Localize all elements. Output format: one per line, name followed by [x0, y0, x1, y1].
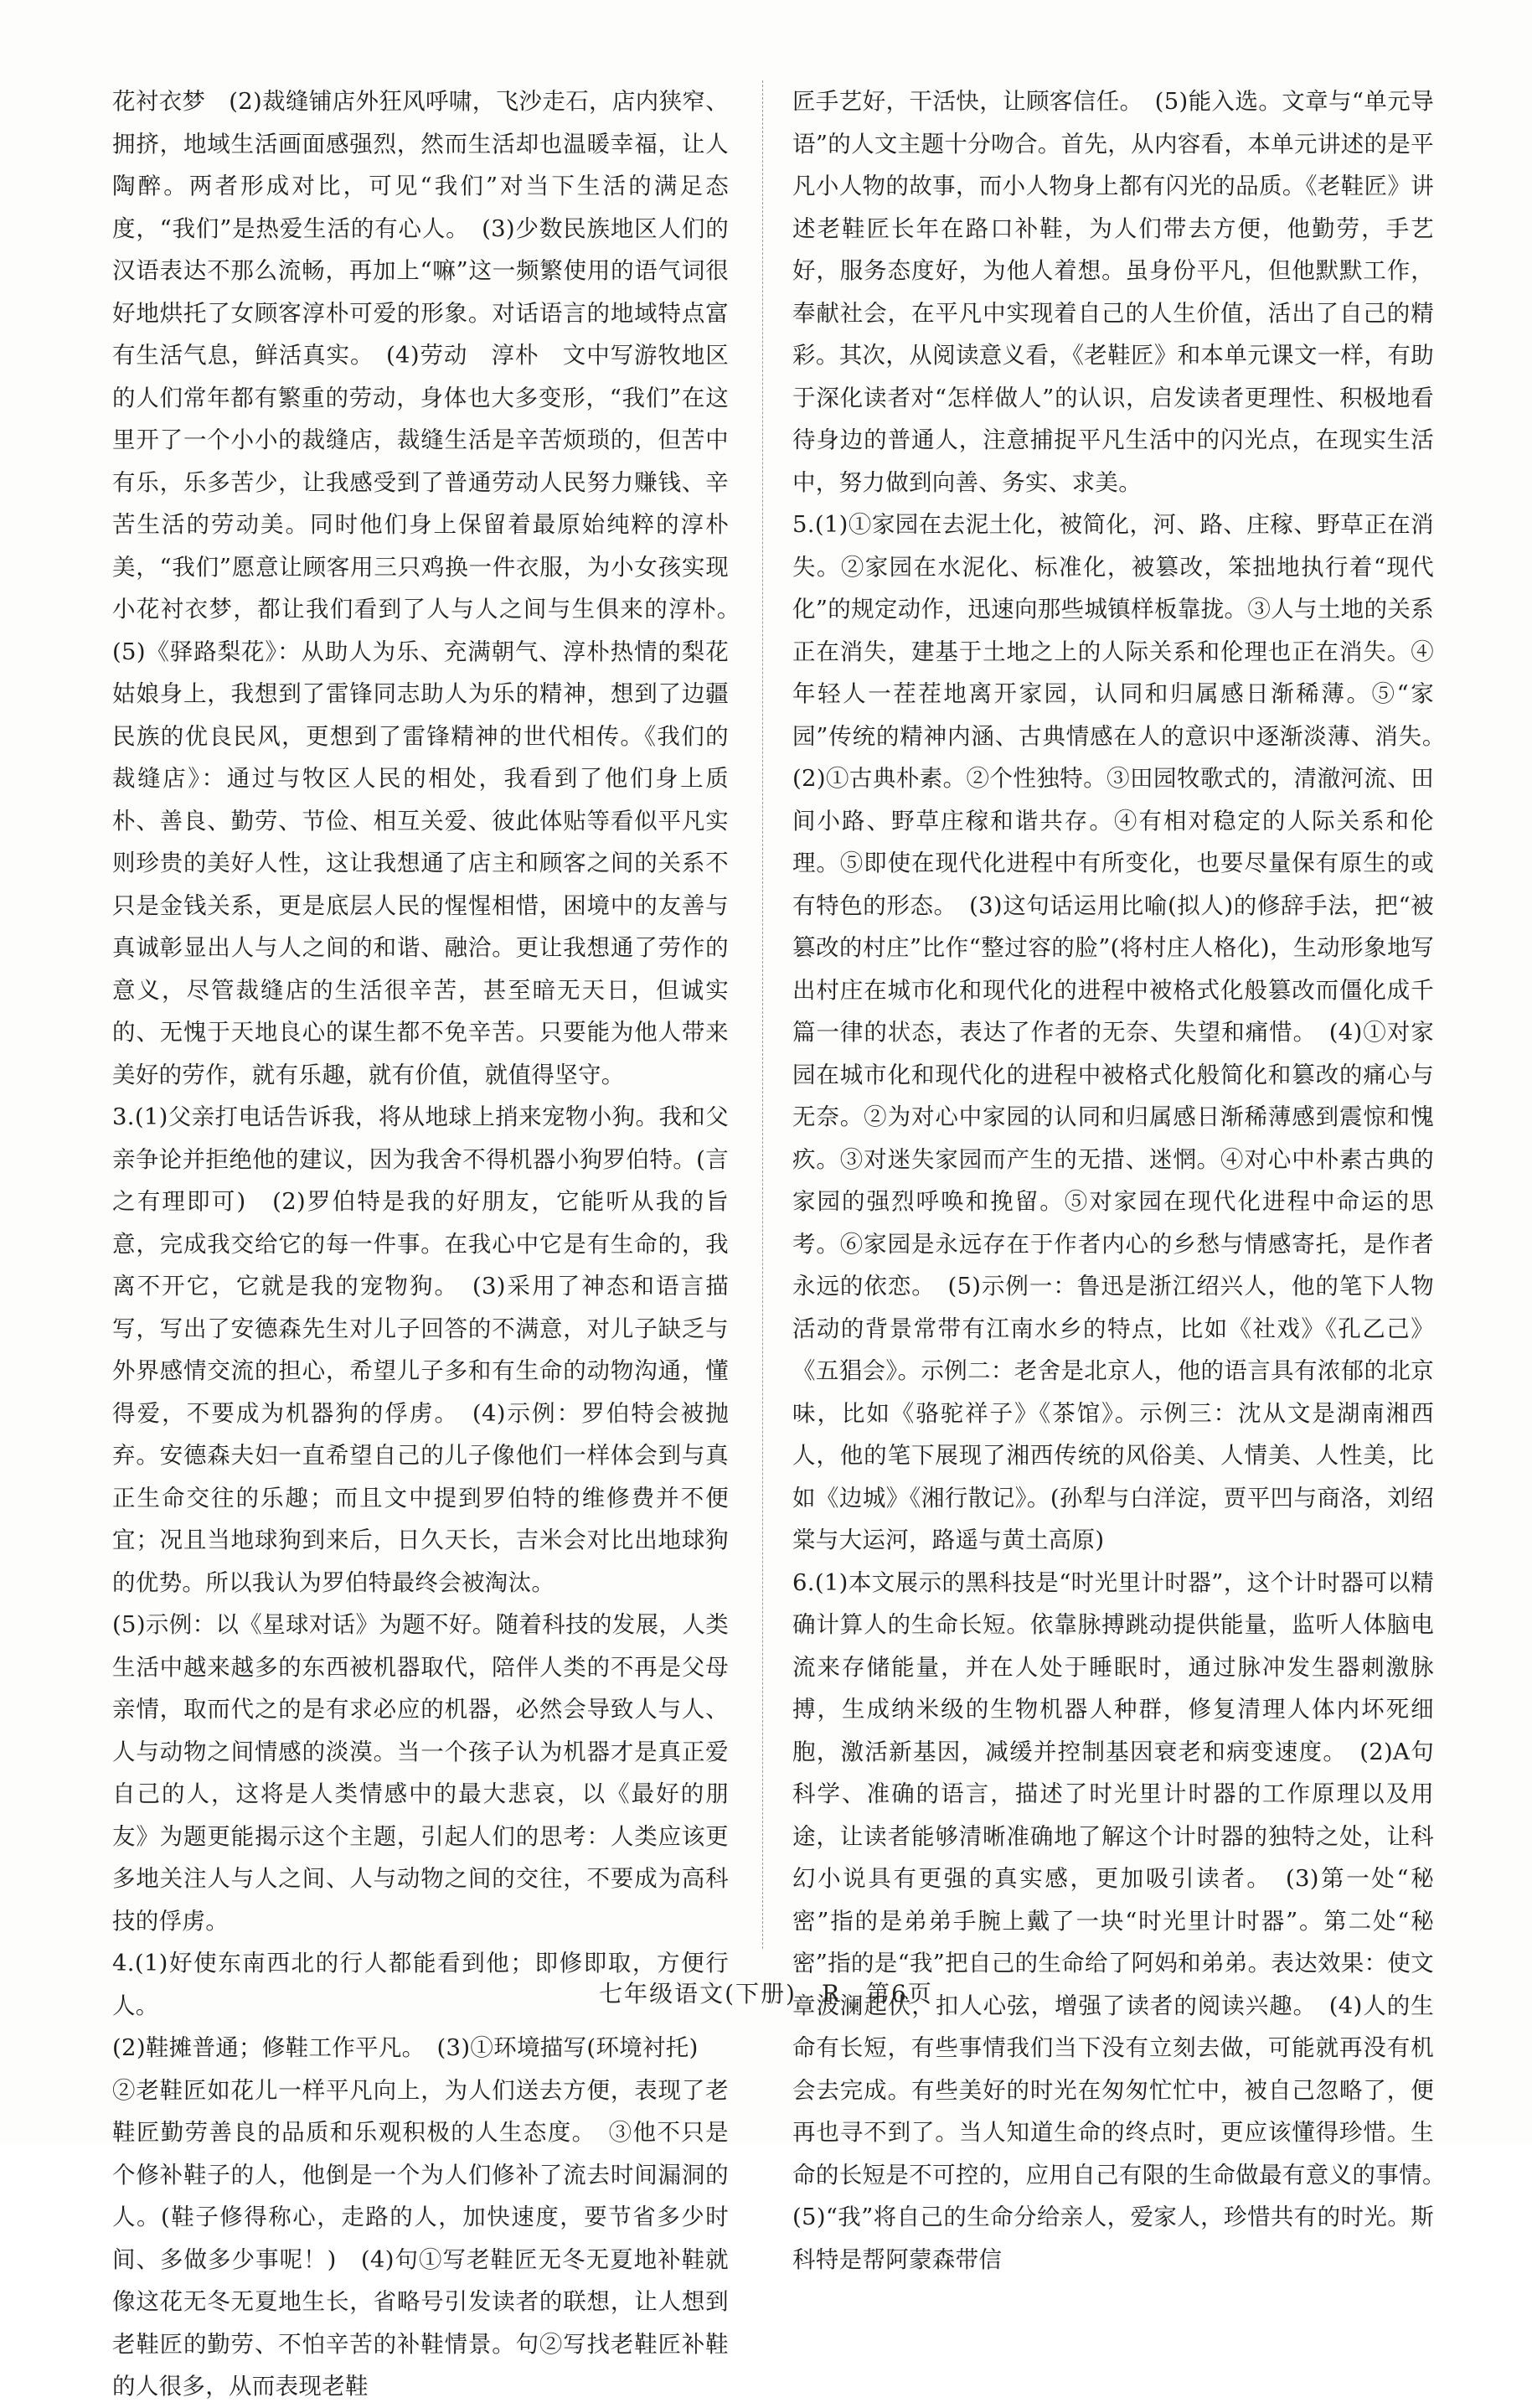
paragraph: 匠手艺好，干活快，让顾客信任。 (5)能入选。文章与“单元导语”的人文主题十分吻合。首先，从内容看，本单元讲述的是平凡小人物的故事，而小人物身上都有闪光的品质。《老鞋匠》讲述老鞋匠长年在路口补鞋，为人们带去方便，他勤劳，手艺好，服务态度好，为他人着想。虽身份平凡，但他默默工作，奉献社会，在平凡中实现着自己的人生价值，活出了自己的精彩。其次，从阅读意义看，《老鞋匠》和本单元课文一样，有助于深化读者对“怎样做人”的认识，启发读者更理性、积极地看待身边的普通人，注意捕捉平凡生活中的闪光点，在现实生活中，努力做到向善、务实、求美。 — [792, 88, 1434, 496]
paragraph: (5)示例：以《星球对话》为题不好。随着科技的发展，人类生活中越来越多的东西被机器取代，陪伴人类的不再是父母亲情，取而代之的是有求必应的机器，必然会导致人与人、人与动物之间情感的淡漠。当一个孩子认为机器才是真正爱自己的人，这将是人类情感中的最大悲哀，以《最好的朋友》为题更能揭示这个主题，引起人们的思考：人类应该更多地关注人与人之间、人与动物之间的交往，不要成为高科技的俘虏。 — [112, 1611, 729, 1935]
paragraph: ②老鞋匠如花儿一样平凡向上，为人们送去方便，表现了老鞋匠勤劳善良的品质和乐观积极的人生态度。 ③他不只是个修补鞋子的人，他倒是一个为人们修补了流去时间漏洞的人。(鞋子修得称心，走路的人，加快速度，要节省多少时间、多做多少事呢！) (4)句①写老鞋匠无冬无夏地补鞋就像这花无冬无夏地生长，省略号引发读者的联想，让人想到老鞋匠的勤劳、不怕辛苦的补鞋情景。句②写找老鞋匠补鞋的人很多，从而表现老鞋 — [112, 2076, 729, 2400]
paragraph: (2)鞋摊普通；修鞋工作平凡。 (3)①环境描写(环境衬托) — [112, 2034, 699, 2061]
paragraph: 5.(1)①家园在去泥土化，被简化，河、路、庄稼、野草正在消失。②家园在水泥化、标准化，被篡改，笨拙地执行着“现代化”的规定动作，迅速向那些城镇样板靠拢。③人与土地的关系正在消失，建基于土地之上的人际关系和伦理也正在消失。④年轻人一茬茬地离开家园，认同和归属感日渐稀薄。⑤“家园”传统的精神内涵、古典情感在人的意识中逐渐淡薄、消失。 (2)①古典朴素。②个性独特。③田园牧歌式的，清澈河流、田间小路、野草庄稼和谐共存。④有相对稳定的人际关系和伦理。⑤即使在现代化进程中有所变化，也要尽量保有原生的或有特色的形态。 (3)这句话运用比喻(拟人)的修辞手法，把“被篡改的村庄”比作“整过容的脸”(将村庄人格化)，生动形象地写出村庄在城市化和现代化的进程中被格式化般篡改而僵化成千篇一律的状态，表达了作者的无奈、失望和痛惜。 (4)①对家园在城市化和现代化的进程中被格式化般简化和篡改的痛心与无奈。②为对心中家园的认同和归属感日渐稀薄感到震惊和愧疚。③对迷失家园而产生的无措、迷惘。④对心中朴素古典的家园的强烈呼唤和挽留。⑤对家园在现代化进程中命运的思考。⑥家园是永远存在于作者内心的乡愁与情感寄托，是作者永远的依恋。 (5)示例一：鲁迅是浙江绍兴人，他的笔下人物活动的背景常带有江南水乡的特点，比如《社戏》《孔乙己》《五猖会》。示例二：老舍是北京人，他的语言具有浓郁的北京味，比如《骆驼祥子》《茶馆》。示例三：沈从文是湖南湘西人，他的笔下展现了湘西传统的风俗美、人情美、人性美，比如《边城》《湘行散记》。(孙犁与白洋淀，贾平凹与商洛，刘绍棠与大运河，路遥与黄土高原) — [792, 511, 1457, 1553]
paragraph: 花衬衣梦 (2)裁缝铺店外狂风呼啸，飞沙走石，店内狭窄、拥挤，地域生活画面感强烈，然而生活却也温暖幸福，让人陶醉。两者形成对比，可见“我们”对当下生活的满足态度，“我们”是热爱生活的有心人。 (3)少数民族地区人们的汉语表达不那么流畅，再加上“嘛”这一频繁使用的语气词很好地烘托了女顾客淳朴可爱的形象。对话语言的地域特点富有生活气息，鲜活真实。 (4)劳动 淳朴 文中写游牧地区的人们常年都有繁重的劳动，身体也大多变形，“我们”在这里开了一个小小的裁缝店，裁缝生活是辛苦烦琐的，但苦中有乐，乐多苦少，让我感受到了普通劳动人民努力赚钱、辛苦生活的劳动美。同时他们身上保留着最原始纯粹的淳朴美，“我们”愿意让顾客用三只鸡换一件衣服，为小女孩实现小花衬衣梦，都让我们看到了人与人之间与生俱来的淳朴。 (5)《驿路梨花》：从助人为乐、充满朝气、淳朴热情的梨花姑娘身上，我想到了雷锋同志助人为乐的精神，想到了边疆民族的优良民风，更想到了雷锋精神的世代相传。《我们的裁缝店》：通过与牧区人民的相处，我看到了他们身上质朴、善良、勤劳、节俭、相互关爱、彼此体贴等看似平凡实则珍贵的美好人性，这让我想通了店主和顾客之间的关系不只是金钱关系，更是底层人民的惺惺相惜，困境中的友善与真诚彰显出人与人之间的和谐、融洽。更让我想通了劳作的意义，尽管裁缝店的生活很辛苦，甚至暗无天日，但诚实的、无愧于天地良心的谋生都不免辛苦。只要能为他人带来美好的劳作，就有乐趣，就有价值，就值得坚守。 — [112, 88, 752, 1088]
paragraph: 4.(1)好使东南西北的行人都能看到他；即修即取，方便行人。 — [112, 1950, 729, 2019]
paragraph: 3.(1)父亲打电话告诉我，将从地球上捎来宠物小狗。我和父亲争论并拒绝他的建议，因为我舍不得机器小狗罗伯特。(言之有理即可) (2)罗伯特是我的好朋友，它能听从我的旨意，完成我交给它的每一件事。在我心中它是有生命的，我离不开它，它就是我的宠物狗。 (3)采用了神态和语言描写，写出了安德森先生对儿子回答的不满意，对儿子缺乏与外界感情交流的担心，希望儿子多和有生命的动物沟通，懂得爱，不要成为机器狗的俘虏。 (4)示例：罗伯特会被抛弃。安德森夫妇一直希望自己的儿子像他们一样体会到与真正生命交往的乐趣；而且文中提到罗伯特的维修费并不便宜；况且当地球狗到来后，日久天长，吉米会对比出地球狗的优势。所以我认为罗伯特最终会被淘汰。 — [112, 1103, 729, 1596]
right-column — [792, 80, 1457, 2273]
left-column — [112, 80, 752, 2400]
page-footer: 七年级语文(下册) R 第6页 — [599, 1980, 933, 2008]
paragraph: 6.(1)本文展示的黑科技是“时光里计时器”，这个计时器可以精确计算人的生命长短。依靠脉搏跳动提供能量，监听人体脑电流来存储能量，并在人处于睡眠时，通过脉冲发生器刺激脉搏，生成纳米级的生物机器人种群，修复清理人体内坏死细胞，激活新基因，减缓并控制基因衰老和病变速度。 (2)A句科学、准确的语言，描述了时光里计时器的工作原理以及用途，让读者能够清晰准确地了解这个计时器的独特之处，让科幻小说具有更强的真实感，更加吸引读者。 (3)第一处“秘密”指的是弟弟手腕上戴了一块“时光里计时器”。第二处“秘密”指的是“我”把自己的生命给了阿妈和弟弟。表达效果：使文章波澜起伏，扣人心弦，增强了读者的阅读兴趣。 (4)人的生命有长短，有些事情我们当下没有立刻去做，可能就再没有机会去完成。有些美好的时光在匆匆忙忙中，被自己忽略了，便再也寻不到了。当人知道生命的终点时，更应该懂得珍惜。生命的长短是不可控的，应用自己有限的生命做最有意义的事情。 (5)“我”将自己的生命分给亲人，爱家人，珍惜共有的时光。斯科特是帮阿蒙森带信 — [792, 1568, 1457, 2273]
column-divider — [762, 80, 763, 1949]
